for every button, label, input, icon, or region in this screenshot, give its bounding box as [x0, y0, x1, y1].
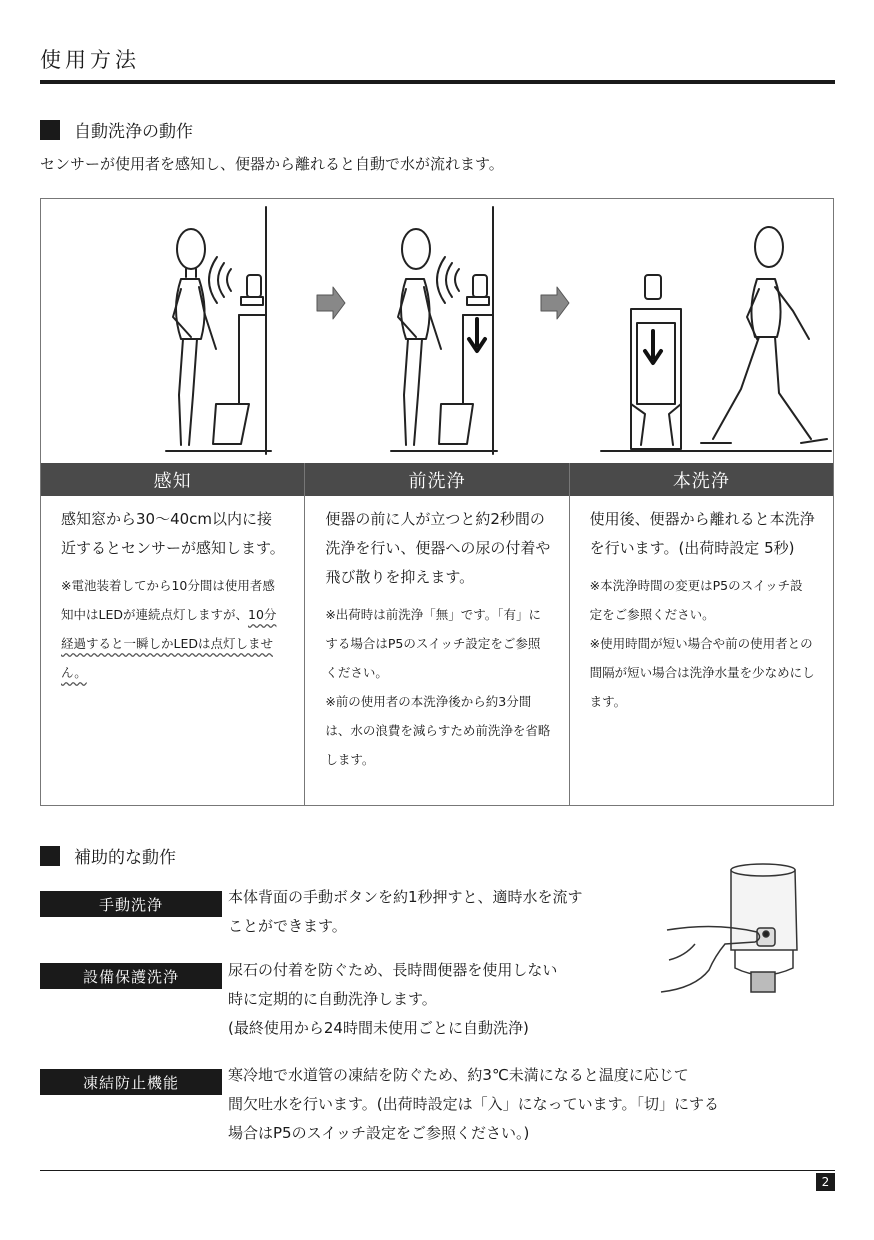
aux-line: 場合はP5のスイッチ設定をご参照ください。) [228, 1124, 530, 1142]
right-arrow-icon [317, 287, 345, 319]
right-arrow-icon [541, 287, 569, 319]
stage-pre-wash-title: 前洗浄 [305, 463, 568, 496]
aux-line: 寒冷地で水道管の凍結を防ぐため、約3℃未満になると温度に応じて [228, 1066, 689, 1084]
stage-detect-body: 感知窓から30〜40cm以内に接近するとセンサーが感知します。 [61, 510, 285, 557]
stage-pre-wash-note-2: ※前の使用者の本洗浄後から約3分間は、水の浪費を減らすため前洗浄を省略します。 [325, 694, 551, 767]
aux-line: 間欠吐水を行います。(出荷時設定は「入」になっています。「切」にする [228, 1095, 719, 1113]
aux-line: 本体背面の手動ボタンを約1秒押すと、適時水を流す [228, 888, 583, 906]
heading-square-icon [40, 846, 60, 866]
page-title: 使用方法 [40, 48, 140, 72]
stage-detect [41, 463, 305, 805]
stage-pre-wash-note-1: ※出荷時は前洗浄「無」です。「有」にする場合はP5のスイッチ設定をご参照ください。 [325, 607, 542, 680]
aux-line: 時に定期的に自動洗浄します。 [228, 990, 437, 1008]
down-arrow-icon [469, 319, 485, 351]
aux-label-manual-flush: 手動洗浄 [40, 891, 222, 917]
stage-detect-note [61, 571, 286, 687]
aux-line: 尿石の付着を防ぐため、長時間便器を使用しない [228, 961, 558, 979]
lead-text: センサーが使用者を感知し、便器から離れると自動で水が流れます。 [40, 155, 504, 173]
aux-text-protection-flush [228, 956, 557, 1043]
stage-main-wash-note-2: ※使用時間が短い場合や前の使用者との間隔が短い場合は洗浄水量を少なめにします。 [589, 636, 815, 709]
scene-main-wash-illustration [601, 227, 831, 451]
auto-flush-panel [40, 198, 834, 806]
aux-label-freeze-prevention: 凍結防止機能 [40, 1069, 222, 1095]
scene-pre-wash-illustration [391, 207, 497, 454]
section-heading-aux [40, 843, 176, 868]
stage-detect-note-1: ※電池装着してから10分間は使用者感知中はLEDが連続点灯しますが、 [61, 578, 275, 622]
stage-columns [41, 463, 833, 805]
aux-text-manual-flush [228, 883, 583, 941]
illustration-strip [41, 199, 833, 463]
aux-line: (最終使用から24時間未使用ごとに自動洗浄) [228, 1019, 529, 1037]
section-heading-aux-text: 補助的な動作 [74, 848, 176, 868]
manual-button-device-illustration [655, 860, 835, 1000]
aux-text-freeze-prevention [228, 1061, 719, 1148]
heading-square-icon [40, 120, 60, 140]
manual-button-icon [763, 931, 769, 937]
aux-line: ことができます。 [228, 917, 347, 935]
section-heading-auto-text: 自動洗浄の動作 [74, 122, 193, 142]
stage-detect-note-2: 10分経過すると一瞬しかLEDは点灯しません。 [61, 607, 277, 680]
page-number: 2 [816, 1173, 835, 1191]
section-heading-auto [40, 117, 193, 142]
stage-main-wash [570, 463, 833, 805]
stage-pre-wash-body: 便器の前に人が立つと約2秒間の洗浄を行い、便器への尿の付着や飛び散りを抑えます。 [325, 510, 551, 586]
stage-main-wash-body: 使用後、便器から離れると本洗浄を行います。(出荷時設定 5秒) [589, 510, 815, 557]
stage-main-wash-title: 本洗浄 [570, 463, 833, 496]
stage-pre-wash [305, 463, 569, 805]
scene-detect-illustration [166, 207, 271, 454]
stage-main-wash-note-1: ※本洗浄時間の変更はP5のスイッチ設定をご参照ください。 [589, 578, 803, 622]
bottom-rule [40, 1170, 835, 1171]
down-arrow-icon [645, 331, 661, 363]
stage-detect-title: 感知 [41, 463, 304, 496]
title-rule [40, 80, 835, 84]
aux-label-protection-flush: 設備保護洗浄 [40, 963, 222, 989]
